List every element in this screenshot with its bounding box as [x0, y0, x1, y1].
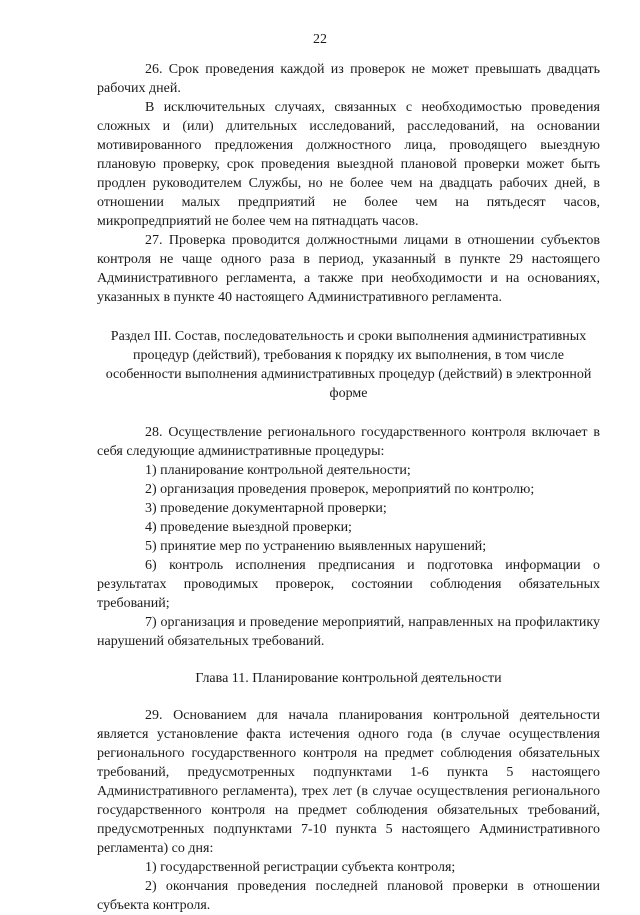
paragraph-26: 26. Срок проведения каждой из проверок не может превышать двадцать рабочих дней. [97, 62, 600, 96]
spacer [97, 307, 600, 327]
list-item: 5) принятие мер по устранению выявленных нарушений; [145, 539, 487, 554]
paragraph-28: 28. Осуществление регионального государственного контроля включает в себя следующие административные процедуры: [97, 425, 600, 459]
list-item: 7) организация и проведение мероприятий, направленных на профилактику нарушений обязательных требований. [97, 615, 600, 649]
list-item: 3) проведение документарной проверки; [145, 501, 387, 516]
chapter-heading: Глава 11. Планирование контрольной деятельности [195, 671, 502, 686]
page-number: 22 [313, 32, 327, 47]
section-heading: Раздел III. Состав, последовательность и сроки выполнения административных процедур (действий), требования к порядку их выполнения, в том числе особенности выполнения административных процедур (действий) в электронной форме [105, 329, 592, 401]
paragraph-29: 29. Основанием для начала планирования контрольной деятельности является установление факта истечения одного года (в случае осуществления регионального государственного контроля на предмет соблюдения обязательных требований, предусмотренных подпунктами 1-6 пункта 5 настоящего Административного регламента), трех лет (в случае осуществления регионального государственного контроля на предмет соблюдения обязательных требований, предусмотренных подпунктами 7-10 пункта 5 настоящего Административного регламента) со дня: [97, 708, 600, 856]
spacer [97, 688, 600, 706]
paragraph-26-exception: В исключительных случаях, связанных с необходимостью проведения сложных и (или) длительных исследований, расследований, на основании мотивированного предложения должностного лица, проводящего выездную плановую проверку, срок проведения выездной плановой проверки может быть продлен руководителем Службы, но не более чем на двадцать рабочих дней, в отношении малых предприятий не более чем на пятьдесят часов, микропредприятий не более чем на пятнадцать часов. [97, 100, 600, 229]
list-item: 4) проведение выездной проверки; [145, 520, 352, 535]
list-item: 2) окончания проведения последней плановой проверки в отношении субъекта контроля. [97, 879, 600, 913]
list-item: 6) контроль исполнения предписания и подготовка информации о результатах проводимых проверок, состоянии соблюдения обязательных требований; [97, 558, 600, 611]
spacer [97, 651, 600, 669]
list-item: 1) планирование контрольной деятельности; [145, 463, 411, 478]
list-item: 1) государственной регистрации субъекта контроля; [145, 860, 456, 875]
document-body [97, 60, 600, 915]
spacer [97, 403, 600, 423]
paragraph-27: 27. Проверка проводится должностными лицами в отношении субъектов контроля не чаще одного раза в период, указанный в пункте 29 настоящего Административного регламента, а также при необходимости и на основаниях, указанных в пункте 40 настоящего Административного регламента. [97, 233, 600, 305]
list-item: 2) организация проведения проверок, мероприятий по контролю; [145, 482, 535, 497]
